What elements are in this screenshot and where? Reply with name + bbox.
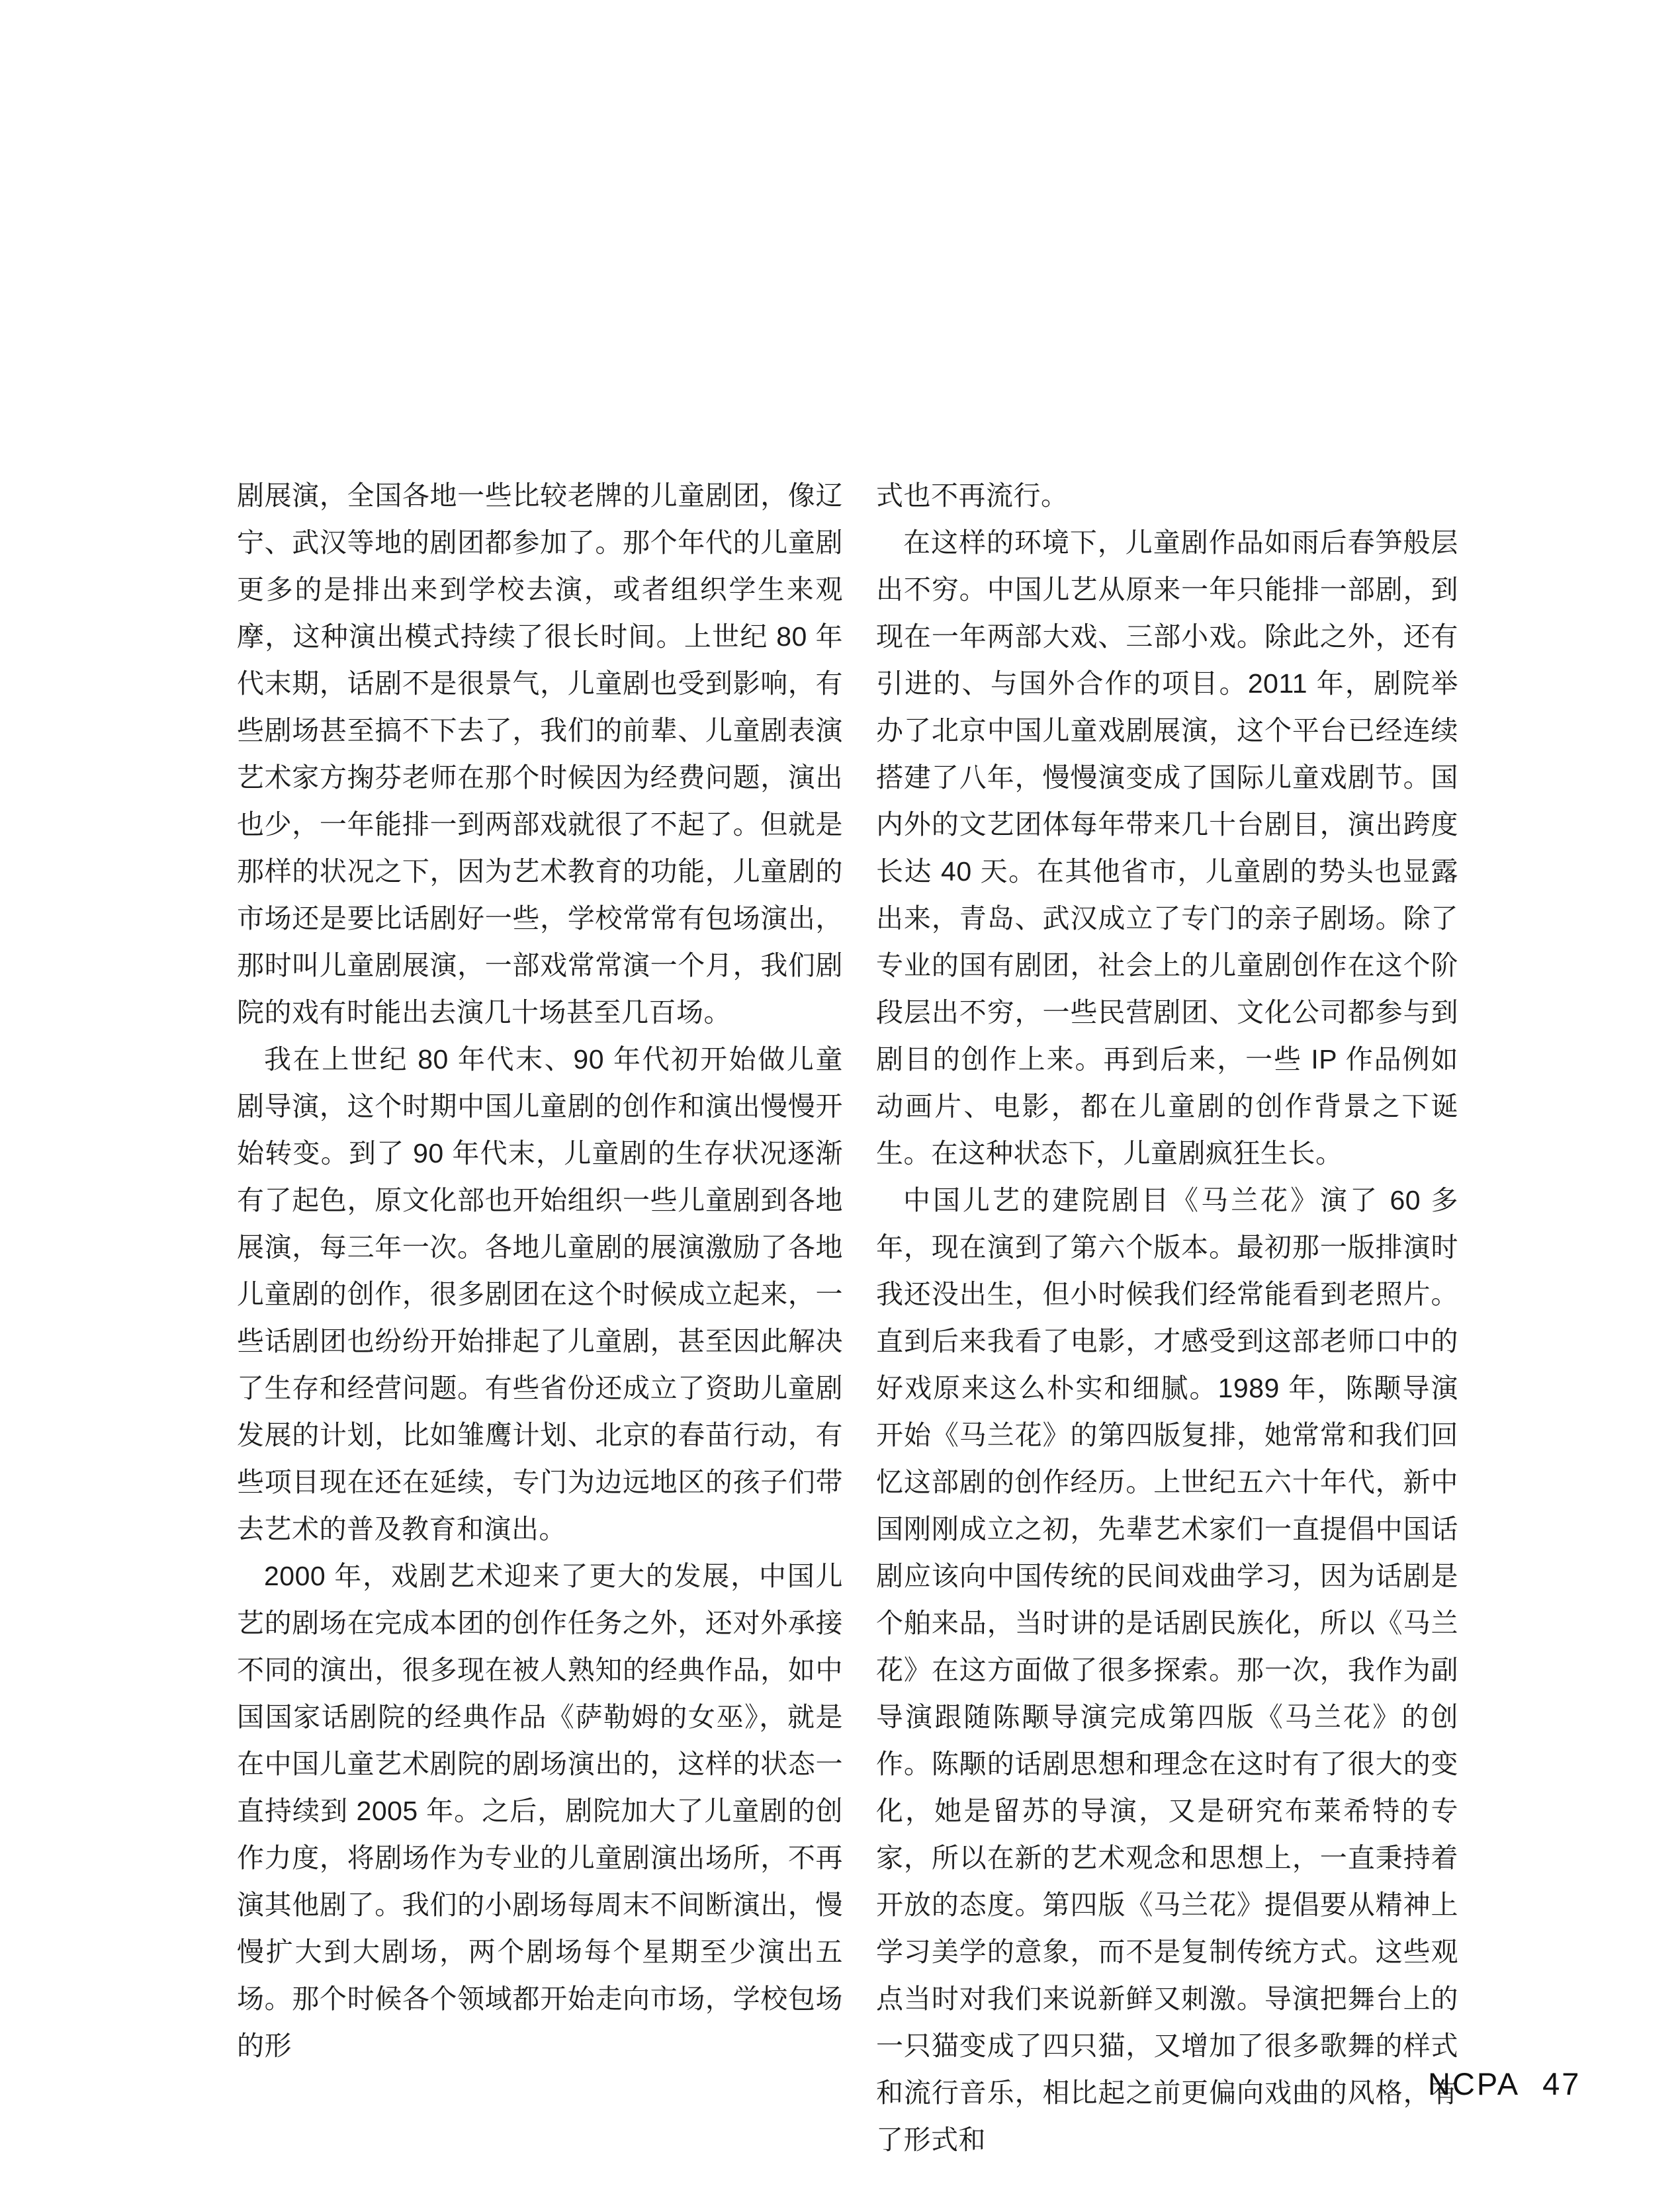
paragraph: 剧展演，全国各地一些比较老牌的儿童剧团，像辽宁、武汉等地的剧团都参加了。那个年代的儿童剧更多的是排出来到学校去演，或者组织学生来观摩，这种演出模式持续了很长时间。上世纪 80 年代末期，话剧不是很景气，儿童剧也受到影响，有些剧场甚至搞不下去了，我们的前辈、儿童剧表演艺术家方掬芬老师在那个时候因为经费问题，演出也少，一年能排一到两部戏就很了不起了。但就是那样的状况之下，因为艺术教育的功能，儿童剧的市场还是要比话剧好一些，学校常常有包场演出，那时叫儿童剧展演，一部戏常常演一个月，我们剧院的戏有时能出去演几十场甚至几百场。 <box>237 480 843 1028</box>
paragraph: 我在上世纪 80 年代末、90 年代初开始做儿童剧导演，这个时期中国儿童剧的创作和演出慢慢开始转变。到了 90 年代末，儿童剧的生存状况逐渐有了起色，原文化部也开始组织一些儿童剧到各地展演，每三年一次。各地儿童剧的展演激励了各地儿童剧的创作，很多剧团在这个时候成立起来，一些话剧团也纷纷开始排起了儿童剧，甚至因此解决了生存和经营问题。有些省份还成立了资助儿童剧发展的计划，比如雏鹰计划、北京的春苗行动，有些项目现在还在延续，专门为边远地区的孩子们带去艺术的普及教育和演出。 <box>237 1044 843 1544</box>
right-text-column <box>876 472 1458 2164</box>
footer-page-number: 47 <box>1542 2066 1581 2101</box>
page-footer <box>1428 2066 1581 2102</box>
paragraph: 2000 年，戏剧艺术迎来了更大的发展，中国儿艺的剧场在完成本团的创作任务之外，还对外承接不同的演出，很多现在被人熟知的经典作品，如中国国家话剧院的经典作品《萨勒姆的女巫》，就是在中国儿童艺术剧院的剧场演出的，这样的状态一直持续到 2005 年。之后，剧院加大了儿童剧的创作力度，将剧场作为专业的儿童剧演出场所，不再演其他剧了。我们的小剧场每周末不间断演出，慢慢扩大到大剧场，两个剧场每个星期至少演出五场。那个时候各个领域都开始走向市场，学校包场的形 <box>237 1561 843 2061</box>
footer-brand: NCPA <box>1428 2066 1521 2101</box>
paragraph: 式也不再流行。 <box>876 480 1069 511</box>
paragraph: 中国儿艺的建院剧目《马兰花》演了 60 多年，现在演到了第六个版本。最初那一版排演时我还没出生，但小时候我们经常能看到老照片。直到后来我看了电影，才感受到这部老师口中的好戏原来这么朴实和细腻。1989 年，陈颙导演开始《马兰花》的第四版复排，她常常和我们回忆这部剧的创作经历。上世纪五六十年代，新中国刚刚成立之初，先辈艺术家们一直提倡中国话剧应该向中国传统的民间戏曲学习，因为话剧是个舶来品，当时讲的是话剧民族化，所以《马兰花》在这方面做了很多探索。那一次，我作为副导演跟随陈颙导演完成第四版《马兰花》的创作。陈颙的话剧思想和理念在这时有了很大的变化，她是留苏的导演，又是研究布莱希特的专家，所以在新的艺术观念和思想上，一直秉持着开放的态度。第四版《马兰花》提倡要从精神上学习美学的意象，而不是复制传统方式。这些观点当时对我们来说新鲜又刺激。导演把舞台上的一只猫变成了四只猫，又增加了很多歌舞的样式和流行音乐，相比起之前更偏向戏曲的风格，有了形式和 <box>876 1185 1458 2155</box>
left-text-column <box>237 472 843 2070</box>
paragraph: 在这样的环境下，儿童剧作品如雨后春笋般层出不穷。中国儿艺从原来一年只能排一部剧，到现在一年两部大戏、三部小戏。除此之外，还有引进的、与国外合作的项目。2011 年，剧院举办了北京中国儿童戏剧展演，这个平台已经连续搭建了八年，慢慢演变成了国际儿童戏剧节。国内外的文艺团体每年带来几十台剧目，演出跨度长达 40 天。在其他省市，儿童剧的势头也显露出来，青岛、武汉成立了专门的亲子剧场。除了专业的国有剧团，社会上的儿童剧创作在这个阶段层出不穷，一些民营剧团、文化公司都参与到剧目的创作上来。再到后来，一些 IP 作品例如动画片、电影，都在儿童剧的创作背景之下诞生。在这种状态下，儿童剧疯狂生长。 <box>876 527 1458 1168</box>
